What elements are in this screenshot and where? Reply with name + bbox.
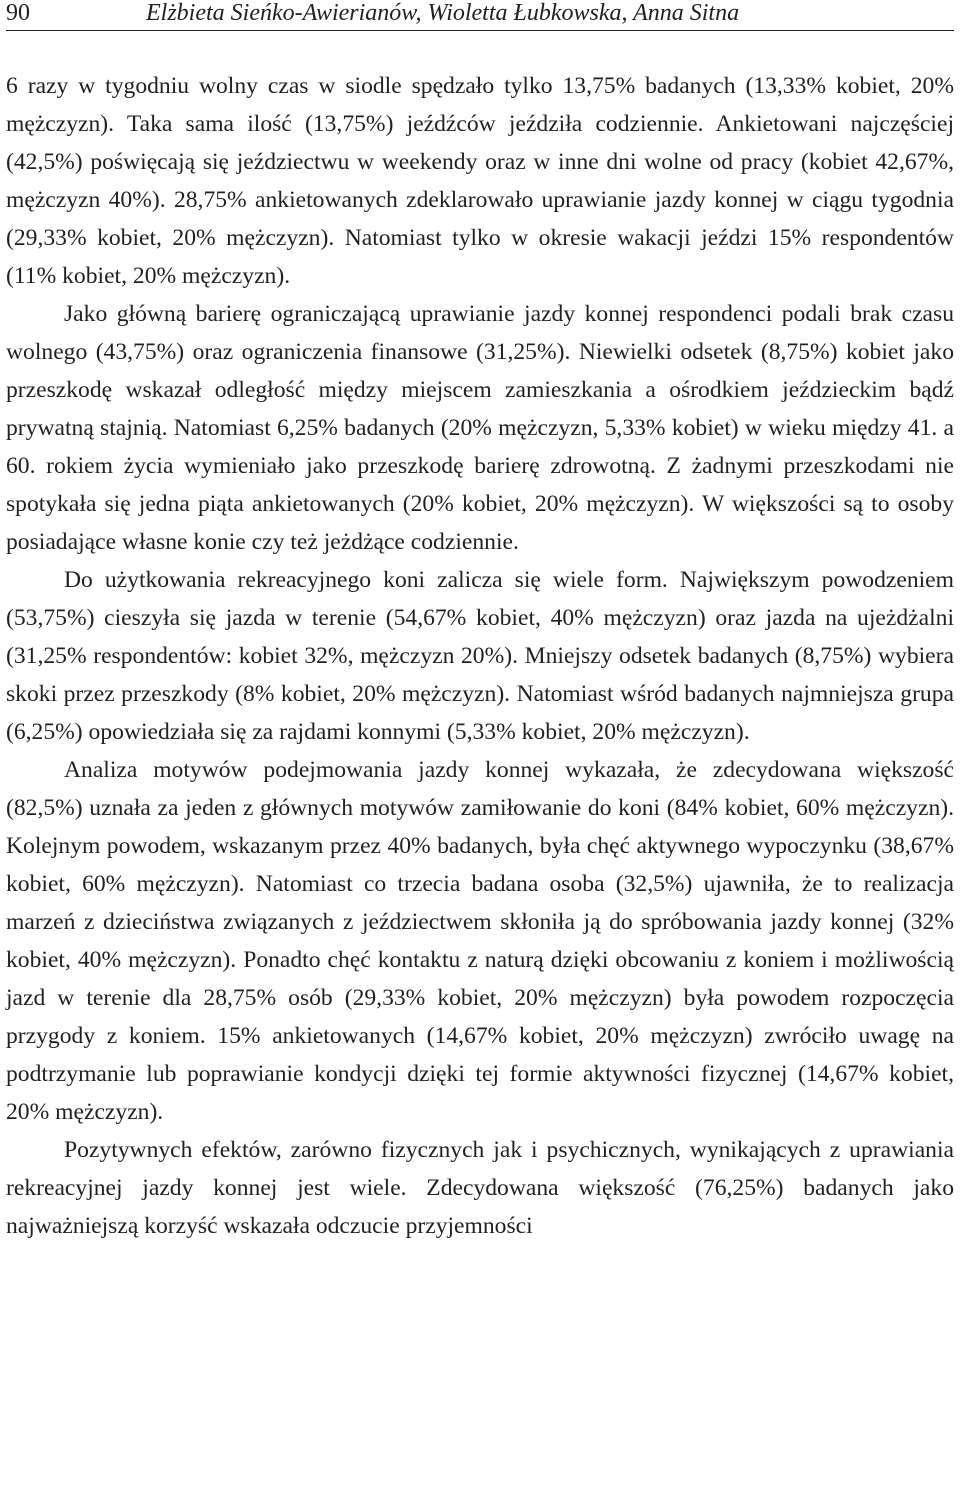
running-head-authors: Elżbieta Sieńko-Awierianów, Wioletta Łubkowska, Anna Sitna: [146, 0, 740, 26]
page-number: 90: [6, 0, 30, 26]
paragraph-1: 6 razy w tygodniu wolny czas w siodle spędzało tylko 13,75% badanych (13,33% kobiet, 20% mężczyzn). Taka sama ilość (13,75%) jeźdźców jeździła codziennie. Ankietowani najczęściej (42,5%) poświęcają się jeździectwu w weekendy oraz w inne dni wolne od pracy (kobiet 42,67%, mężczyzn 40%). 28,75% ankietowanych zdeklarowało uprawianie jazdy konnej w ciągu tygodnia (29,33% kobiet, 20% mężczyzn). Natomiast tylko w okresie wakacji jeździ 15% respondentów (11% kobiet, 20% mężczyzn).: [6, 73, 954, 289]
paragraph-2: Jako główną barierę ograniczającą uprawianie jazdy konnej respondenci podali brak czasu wolnego (43,75%) oraz ograniczenia finansowe (31,25%). Niewielki odsetek (8,75%) kobiet jako przeszkodę wskazał odległość między miejscem zamieszkania a ośrodkiem jeździeckim bądź prywatną stajnią. Natomiast 6,25% badanych (20% mężczyzn, 5,33% kobiet) w wieku między 41. a 60. rokiem życia wymieniało jako przeszkodę barierę zdrowotną. Z żadnymi przeszkodami nie spotykała się jedna piąta ankietowanych (20% kobiet, 20% mężczyzn). W większości są to osoby posiadające własne konie czy też jeżdżące codziennie.: [6, 301, 954, 555]
paragraph-5: Pozytywnych efektów, zarówno fizycznych jak i psychicznych, wynikających z uprawiania rekreacyjnej jazdy konnej jest wiele. Zdecydowana większość (76,25%) badanych jako najważniejszą korzyść wskazała odczucie przyjemności: [6, 1137, 954, 1239]
body-text: [6, 67, 954, 1245]
running-header: [6, 0, 954, 31]
paragraph-4: Analiza motywów podejmowania jazdy konnej wykazała, że zdecydowana większość (82,5%) uznała za jeden z głównych motywów zamiłowanie do koni (84% kobiet, 60% mężczyzn). Kolejnym powodem, wskazanym przez 40% badanych, była chęć aktywnego wypoczynku (38,67% kobiet, 60% mężczyzn). Natomiast co trzecia badana osoba (32,5%) ujawniła, że to realizacja marzeń z dzieciństwa związanych z jeździectwem skłoniła ją do spróbowania jazdy konnej (32% kobiet, 40% mężczyzn). Ponadto chęć kontaktu z naturą dzięki obcowaniu z koniem i możliwością jazd w terenie dla 28,75% osób (29,33% kobiet, 20% mężczyzn) była powodem rozpoczęcia przygody z koniem. 15% ankietowanych (14,67% kobiet, 20% mężczyzn) zwróciło uwagę na podtrzymanie lub poprawianie kondycji dzięki tej formie aktywności fizycznej (14,67% kobiet, 20% mężczyzn).: [6, 757, 954, 1125]
paragraph-3: Do użytkowania rekreacyjnego koni zalicza się wiele form. Największym powodzeniem (53,75%) cieszyła się jazda w terenie (54,67% kobiet, 40% mężczyzn) oraz jazda na ujeżdżalni (31,25% respondentów: kobiet 32%, mężczyzn 20%). Mniejszy odsetek badanych (8,75%) wybiera skoki przez przeszkody (8% kobiet, 20% mężczyzn). Natomiast wśród badanych najmniejsza grupa (6,25%) opowiedziała się za rajdami konnymi (5,33% kobiet, 20% mężczyzn).: [6, 567, 954, 745]
